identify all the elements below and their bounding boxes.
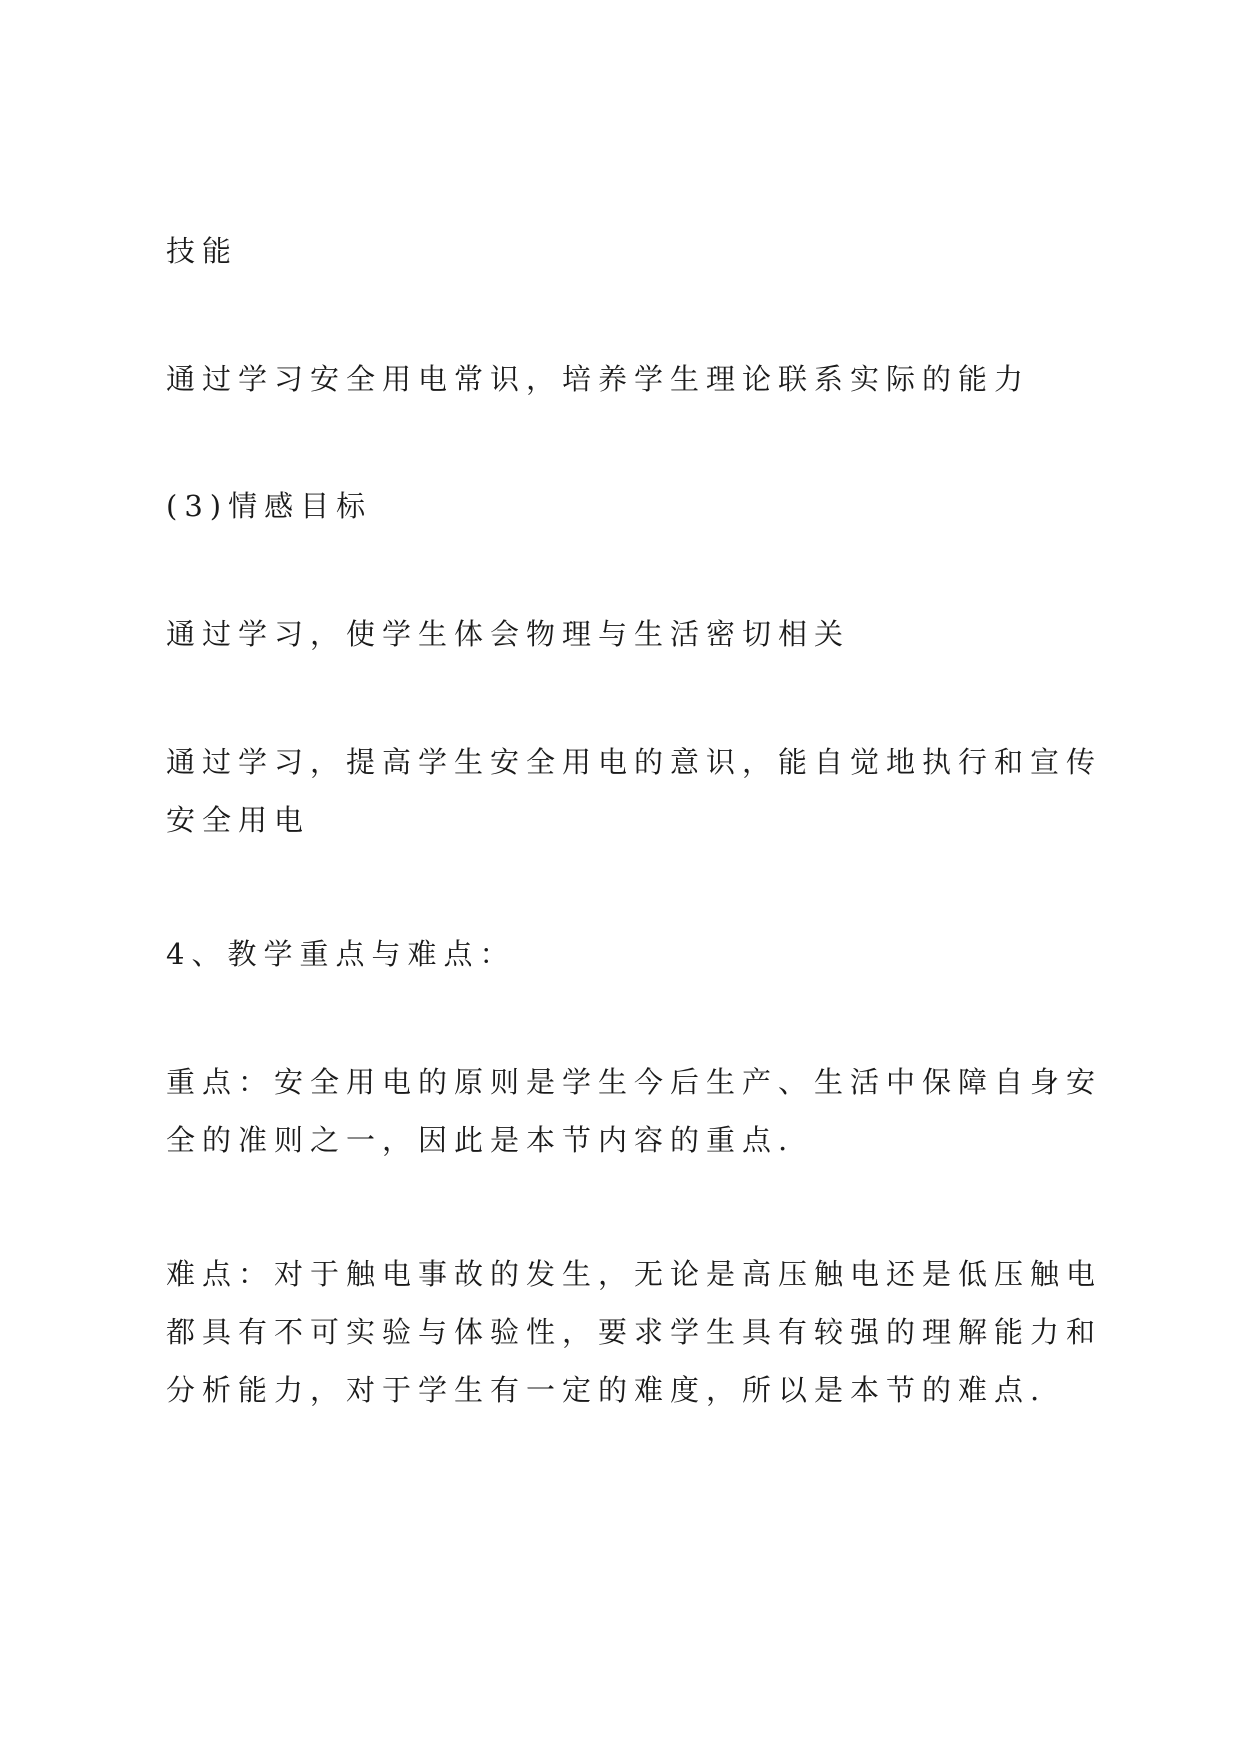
- paragraph-emotion-goal-heading: (3)情感目标: [166, 489, 373, 523]
- paragraph-emotion-goal-2: 通过学习，提高学生安全用电的意识，能自觉地执行和宣传安全用电: [166, 745, 1103, 837]
- paragraph-difficult-point: 难点：对于触电事故的发生，无论是高压触电还是低压触电都具有不可实验与体验性，要求学生具有较强的理解能力和分析能力，对于学生有一定的难度，所以是本节的难点.: [166, 1257, 1103, 1407]
- paragraph-skills-heading: 技能: [166, 234, 239, 268]
- paragraph-key-point: 重点：安全用电的原则是学生今后生产、生活中保障自身安全的准则之一，因此是本节内容的重点.: [166, 1065, 1103, 1157]
- paragraph-skills-goal: 通过学习安全用电常识，培养学生理论联系实际的能力: [166, 362, 1031, 396]
- paragraph-emotion-goal-1: 通过学习，使学生体会物理与生活密切相关: [166, 617, 851, 651]
- paragraph-key-points-heading: 4、教学重点与难点：: [166, 937, 516, 971]
